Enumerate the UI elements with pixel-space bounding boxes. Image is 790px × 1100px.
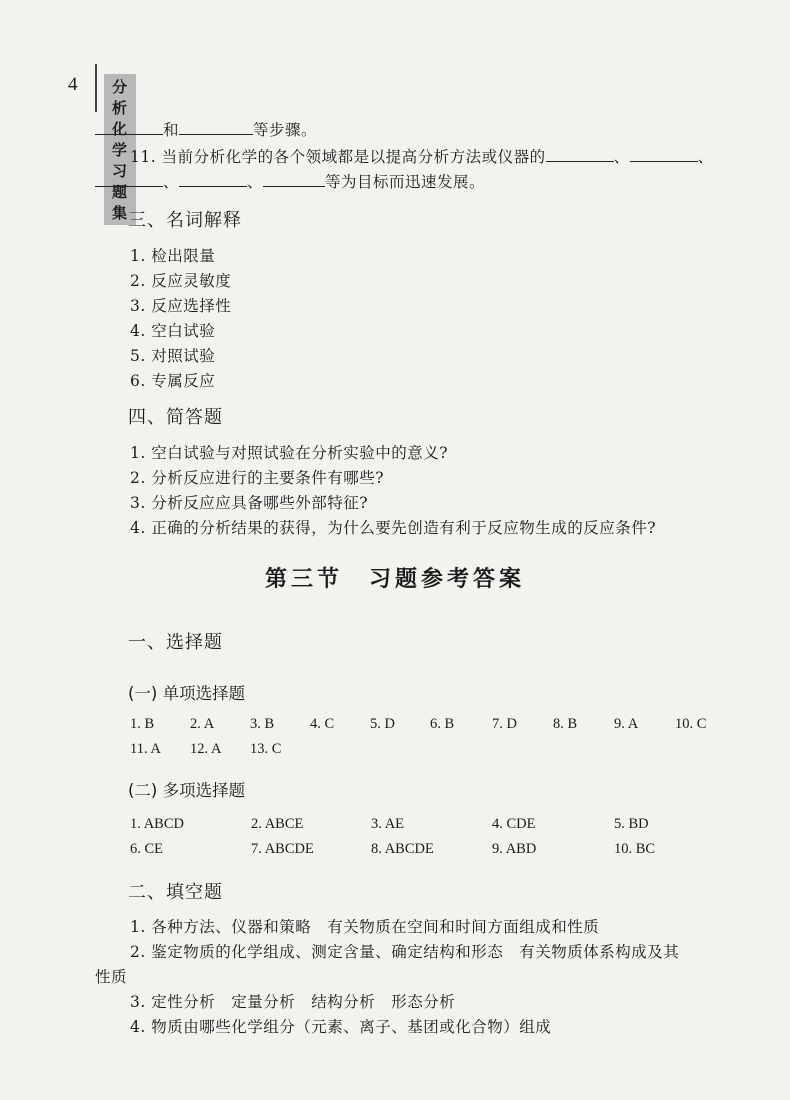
- fill-answer: 2. 鉴定物质的化学组成、测定含量、确定结构和形态 有关物质体系构成及其: [130, 943, 680, 961]
- answers-section-title: 第三节 习题参考答案: [264, 566, 525, 592]
- fill-answer-continued: 性质: [95, 968, 128, 986]
- answer-item: 12. A: [190, 741, 222, 757]
- short-answer-item: 2. 分析反应进行的主要条件有哪些?: [130, 469, 385, 487]
- continued-question-line: 和 等步骤。: [95, 118, 317, 140]
- fill-answer: 3. 定性分析 定量分析 结构分析 形态分析: [130, 993, 456, 1011]
- answer-blank: [179, 120, 253, 135]
- answer-item: 5. D: [370, 716, 395, 732]
- page-number: 4: [68, 74, 78, 95]
- answer-item: 7. ABCDE: [251, 841, 314, 857]
- question-11-line1: 11. 当前分析化学的各个领域都是以提高分析方法或仪器的 、 、: [130, 148, 714, 166]
- answer-blank: [546, 147, 614, 162]
- fill-heading: 二、填空题: [128, 882, 223, 903]
- answer-item: 10. C: [675, 716, 707, 732]
- answer-item: 1. B: [130, 716, 155, 732]
- fill-answer: 4. 物质由哪些化学组分（元素、离子、基团或化合物）组成: [130, 1018, 552, 1036]
- short-answer-item: 4. 正确的分析结果的获得，为什么要先创造有利于反应物生成的反应条件?: [130, 519, 657, 537]
- term-item: 3. 反应选择性: [130, 297, 232, 315]
- answer-item: 5. BD: [614, 816, 649, 832]
- choice-heading: 一、选择题: [128, 632, 223, 653]
- answer-item: 2. ABCE: [251, 816, 304, 832]
- header-divider: [95, 64, 97, 112]
- multi-choice-heading: (二) 多项选择题: [128, 781, 246, 800]
- answer-item: 4. CDE: [492, 816, 536, 832]
- answer-blank: [263, 172, 325, 187]
- answer-item: 9. ABD: [492, 841, 537, 857]
- answer-item: 8. B: [553, 716, 578, 732]
- short-answer-item: 3. 分析反应应具备哪些外部特征?: [130, 494, 369, 512]
- answer-blank: [95, 172, 163, 187]
- answer-blank: [95, 120, 163, 135]
- section-4-heading: 四、简答题: [128, 407, 223, 428]
- question-11-line2: 、 、 等为目标而迅速发展。: [95, 170, 485, 192]
- answer-item: 10. BC: [614, 841, 656, 857]
- term-item: 5. 对照试验: [130, 347, 216, 365]
- answer-item: 7. D: [492, 716, 517, 732]
- term-item: 4. 空白试验: [130, 322, 216, 340]
- answer-item: 13. C: [250, 741, 282, 757]
- answer-item: 8. ABCDE: [371, 841, 434, 857]
- short-answer-item: 1. 空白试验与对照试验在分析实验中的意义?: [130, 444, 449, 462]
- book-title: 分析化学习题集: [104, 74, 136, 225]
- term-item: 2. 反应灵敏度: [130, 272, 232, 290]
- term-item: 1. 检出限量: [130, 247, 216, 265]
- answer-item: 6. CE: [130, 841, 164, 857]
- fill-answer: 1. 各种方法、仪器和策略 有关物质在空间和时间方面组成和性质: [130, 918, 600, 936]
- section-3-heading: 三、名词解释: [128, 210, 242, 231]
- answer-item: 4. C: [310, 716, 335, 732]
- answer-item: 11. A: [130, 741, 161, 757]
- single-choice-heading: (一) 单项选择题: [128, 684, 246, 703]
- answer-item: 6. B: [430, 716, 455, 732]
- term-item: 6. 专属反应: [130, 372, 216, 390]
- answer-blank: [630, 147, 698, 162]
- answer-item: 2. A: [190, 716, 215, 732]
- answer-item: 3. AE: [371, 816, 405, 832]
- answer-item: 9. A: [614, 716, 639, 732]
- answer-item: 1. ABCD: [130, 816, 184, 832]
- answer-blank: [179, 172, 247, 187]
- answer-item: 3. B: [250, 716, 275, 732]
